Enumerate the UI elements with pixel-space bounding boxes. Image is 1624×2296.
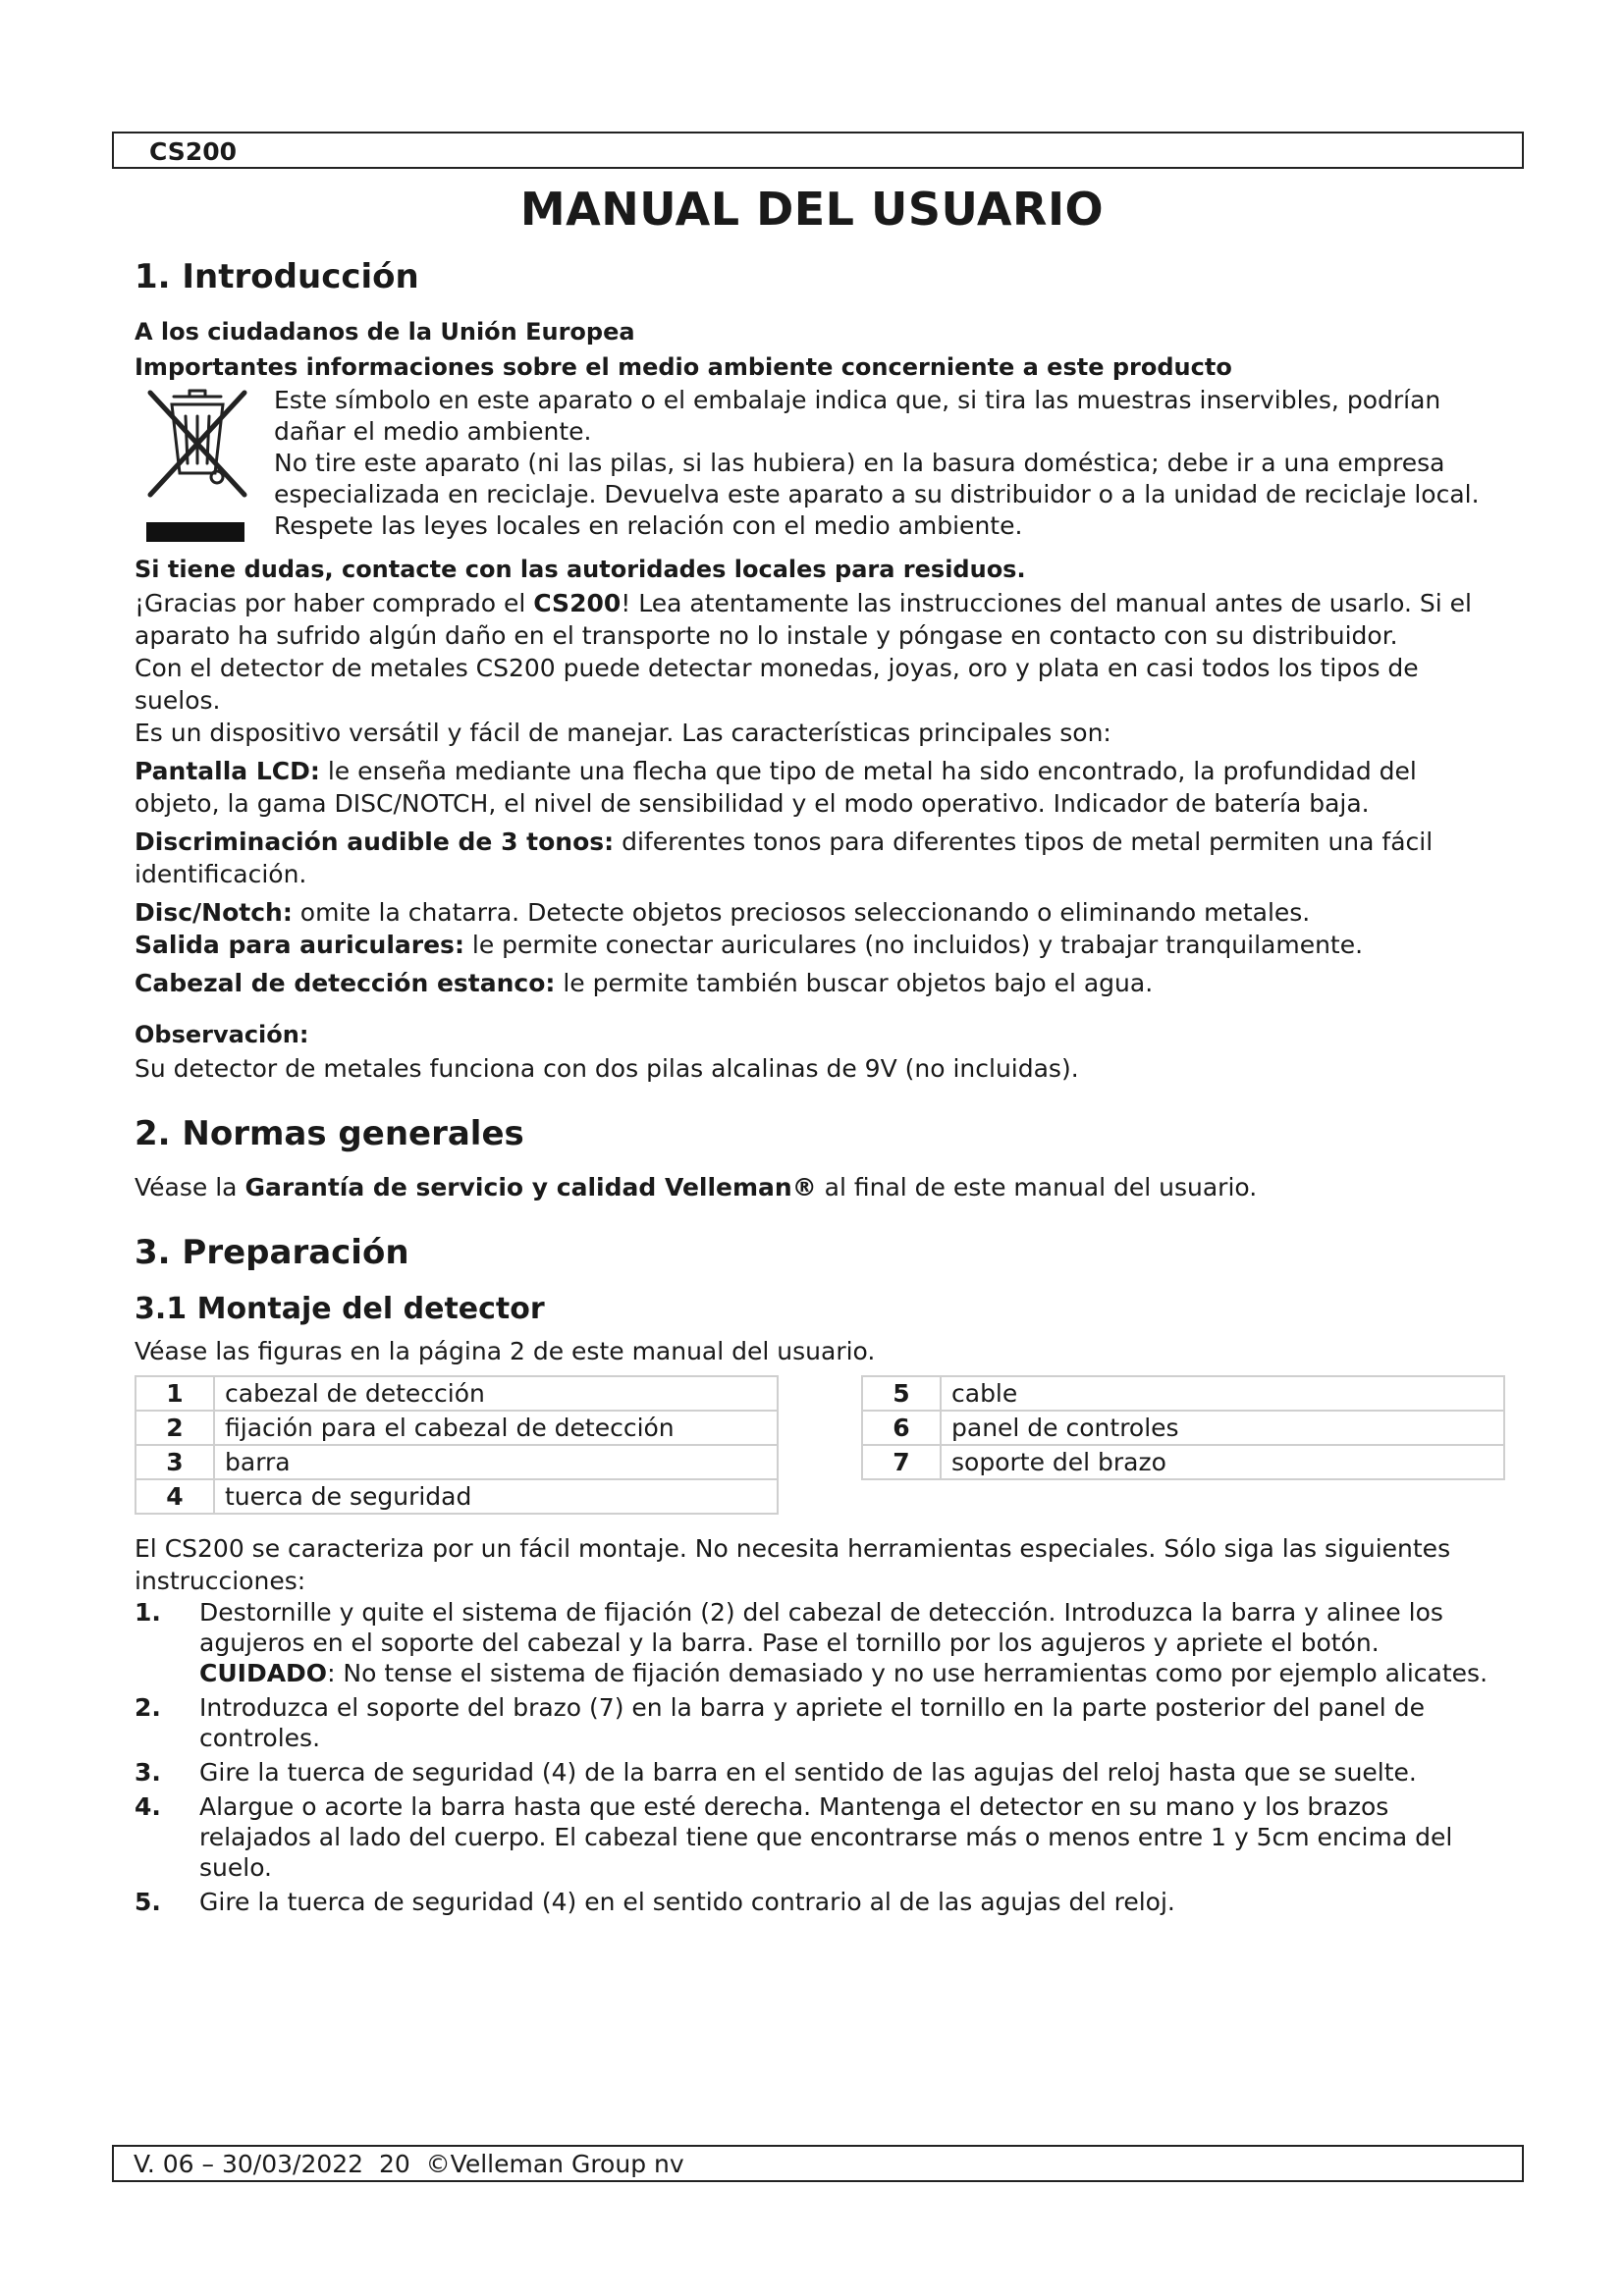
table-row bbox=[862, 1411, 1504, 1445]
note-heading: Observación: bbox=[135, 1021, 309, 1048]
step-number: 3. bbox=[135, 1758, 161, 1787]
table-row bbox=[135, 1479, 778, 1514]
parts-tables bbox=[135, 1375, 1505, 1515]
table-row bbox=[135, 1376, 778, 1411]
step-text: Gire la tuerca de seguridad (4) en el sentido contrario al de las agujas del reloj. bbox=[199, 1888, 1175, 1916]
caution-label: CUIDADO bbox=[199, 1659, 328, 1687]
subsection-3-1-heading: 3.1 Montaje del detector bbox=[135, 1292, 545, 1326]
step-number: 1. bbox=[135, 1598, 161, 1627]
feature-item bbox=[135, 967, 1505, 999]
feature-item bbox=[135, 755, 1505, 820]
list-item bbox=[135, 1597, 1505, 1688]
part-label: cabezal de detección bbox=[214, 1376, 778, 1411]
table-row bbox=[135, 1411, 778, 1445]
table-row bbox=[862, 1376, 1504, 1411]
part-number: 4 bbox=[135, 1479, 214, 1514]
feature-text: diferentes tonos para diferentes tipos de metal permiten una fácil identificación. bbox=[135, 828, 1434, 888]
part-number: 2 bbox=[135, 1411, 214, 1445]
table-row bbox=[135, 1445, 778, 1479]
feature-text: omite la chatarra. Detecte objetos preciosos seleccionando o eliminando metales. bbox=[292, 898, 1311, 927]
feature-item bbox=[135, 826, 1505, 890]
part-number: 5 bbox=[862, 1376, 941, 1411]
parts-table-right bbox=[861, 1375, 1505, 1480]
warranty-post: al final de este manual del usuario. bbox=[816, 1173, 1258, 1201]
parts-table-left bbox=[135, 1375, 779, 1515]
feature-label: Pantalla LCD: bbox=[135, 757, 320, 785]
part-number: 1 bbox=[135, 1376, 214, 1411]
page-header bbox=[112, 132, 1524, 169]
page-title: MANUAL DEL USUARIO bbox=[519, 183, 1105, 236]
section-2-heading: 2. Normas generales bbox=[135, 1114, 524, 1153]
weee-paragraph-2: No tire este aparato (ni las pilas, si las hubiera) en la basura doméstica; debe ir a una empresa especializada en reciclaje. Devuelva este aparato a su distribuidor o a la unidad de reciclaje local. Respete las leyes locales en relación con el medio ambiente. bbox=[274, 449, 1480, 540]
step-text: Alargue o acorte la barra hasta que esté derecha. Mantenga el detector en su mano y los brazos relajados al lado del cuerpo. El cabezal tiene que encontrarse más o menos entre 1 y 5cm encima del suelo. bbox=[199, 1792, 1453, 1882]
section-1-heading: 1. Introducción bbox=[135, 257, 419, 296]
table-row bbox=[862, 1445, 1504, 1479]
list-item bbox=[135, 1757, 1505, 1788]
doubts-text: Si tiene dudas, contacte con las autoridades locales para residuos. bbox=[135, 556, 1026, 583]
feature-item bbox=[135, 929, 1505, 961]
assembly-steps bbox=[135, 1597, 1505, 1917]
page-footer bbox=[112, 2145, 1524, 2182]
figures-paragraph: Véase las figuras en la página 2 de este manual del usuario. bbox=[135, 1337, 876, 1365]
warranty-bold: Garantía de servicio y calidad Velleman® bbox=[244, 1173, 817, 1201]
part-number: 7 bbox=[862, 1445, 941, 1479]
caution-text: : No tense el sistema de fijación demasiado y no use herramientas como por ejemplo alicates. bbox=[327, 1659, 1489, 1687]
part-number: 3 bbox=[135, 1445, 214, 1479]
part-number: 6 bbox=[862, 1411, 941, 1445]
part-label: panel de controles bbox=[941, 1411, 1504, 1445]
thanks-post: ! Lea atentamente las instrucciones del manual antes de usarlo. Si el aparato ha sufrido algún daño en el transporte no lo instale y póngase en contacto con su distribuidor. bbox=[135, 589, 1472, 650]
weee-paragraph-1: Este símbolo en este aparato o el embalaje indica que, si tira las muestras inservibles, podrían dañar el medio ambiente. bbox=[274, 386, 1441, 446]
list-item bbox=[135, 1692, 1505, 1753]
part-label: fijación para el cabezal de detección bbox=[214, 1411, 778, 1445]
feature-text: le permite también buscar objetos bajo el agua. bbox=[555, 969, 1154, 997]
header-model: CS200 bbox=[149, 137, 238, 166]
feature-item bbox=[135, 896, 1505, 929]
part-label: tuerca de seguridad bbox=[214, 1479, 778, 1514]
weee-block bbox=[135, 385, 1505, 552]
assembly-intro: El CS200 se caracteriza por un fácil montaje. No necesita herramientas especiales. Sólo siga las siguientes instrucciones: bbox=[135, 1534, 1451, 1595]
part-label: barra bbox=[214, 1445, 778, 1479]
thanks-model: CS200 bbox=[533, 589, 622, 617]
note-text: Su detector de metales funciona con dos pilas alcalinas de 9V (no incluidas). bbox=[135, 1054, 1079, 1083]
feature-label: Discriminación audible de 3 tonos: bbox=[135, 828, 615, 856]
step-text: Gire la tuerca de seguridad (4) de la barra en el sentido de las agujas del reloj hasta que se suelte. bbox=[199, 1758, 1417, 1787]
section-3-heading: 3. Preparación bbox=[135, 1233, 409, 1272]
footer-text: V. 06 – 30/03/2022 20 ©Velleman Group nv bbox=[134, 2150, 684, 2178]
step-number: 2. bbox=[135, 1693, 161, 1722]
feature-label: Cabezal de detección estanco: bbox=[135, 969, 556, 997]
thanks-paragraph bbox=[135, 587, 1505, 652]
feature-text: le enseña mediante una flecha que tipo de metal ha sido encontrado, la profundidad del objeto, la gama DISC/NOTCH, el nivel de sensibilidad y el modo operativo. Indicador de batería baja. bbox=[135, 757, 1417, 818]
eu-heading: A los ciudadanos de la Unión Europea bbox=[135, 318, 635, 346]
step-number: 4. bbox=[135, 1792, 161, 1821]
list-item bbox=[135, 1887, 1505, 1917]
step-text: Destornille y quite el sistema de fijación (2) del cabezal de detección. Introduzca la barra y alinee los agujeros en el soporte del cabezal y la barra. Pase el tornillo por los agujeros y apriete el botón. bbox=[199, 1598, 1443, 1657]
list-item bbox=[135, 1791, 1505, 1883]
feature-text: le permite conectar auriculares (no incluidos) y trabajar tranquilamente. bbox=[463, 931, 1364, 959]
feature-label: Disc/Notch: bbox=[135, 898, 293, 927]
step-text: Introduzca el soporte del brazo (7) en la barra y apriete el tornillo en la parte posterior del panel de controles. bbox=[199, 1693, 1425, 1752]
weee-bin-icon bbox=[135, 385, 270, 552]
versatile-paragraph: Es un dispositivo versátil y fácil de manejar. Las características principales son: bbox=[135, 719, 1111, 747]
document-body bbox=[135, 255, 1505, 1921]
detector-paragraph: Con el detector de metales CS200 puede detectar monedas, joyas, oro y plata en casi todos los tipos de suelos. bbox=[135, 654, 1419, 715]
warranty-paragraph bbox=[135, 1171, 1505, 1203]
env-heading: Importantes informaciones sobre el medio ambiente concerniente a este producto bbox=[135, 353, 1232, 381]
part-label: cable bbox=[941, 1376, 1504, 1411]
part-label: soporte del brazo bbox=[941, 1445, 1504, 1479]
warranty-pre: Véase la bbox=[135, 1173, 245, 1201]
feature-label: Salida para auriculares: bbox=[135, 931, 464, 959]
thanks-pre: ¡Gracias por haber comprado el bbox=[135, 589, 534, 617]
step-number: 5. bbox=[135, 1888, 161, 1916]
